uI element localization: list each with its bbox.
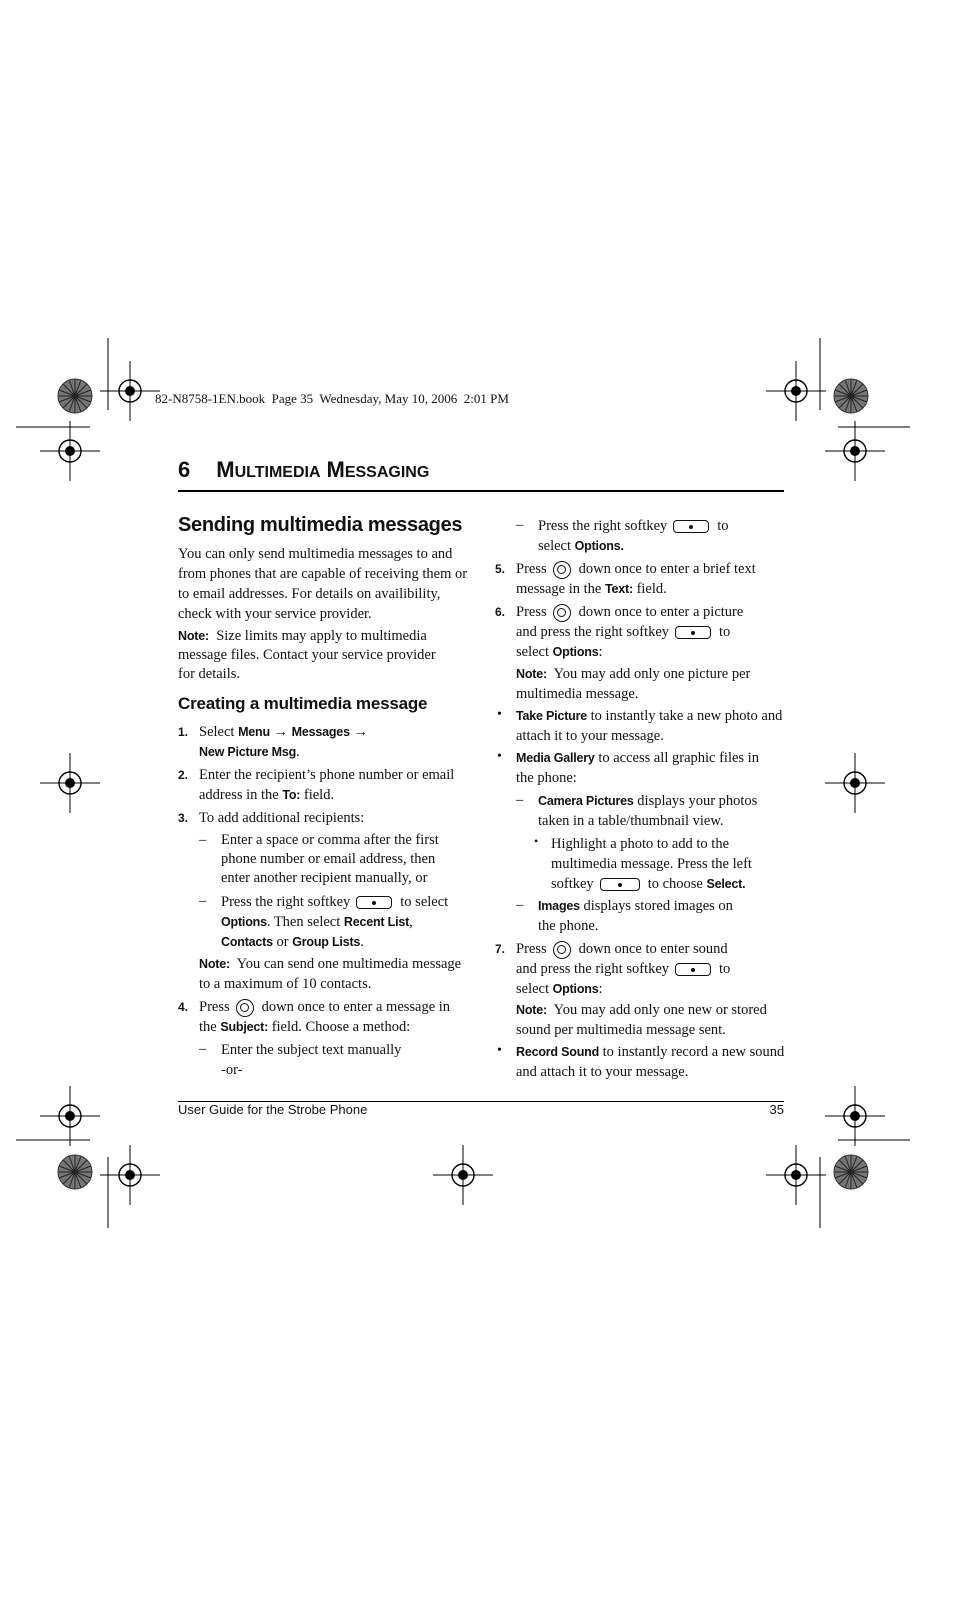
text: select xyxy=(516,981,550,997)
text: field. xyxy=(303,787,335,803)
dash: – xyxy=(516,517,524,533)
menu-name: Media Gallery xyxy=(516,751,595,765)
text: or xyxy=(276,934,289,950)
step-number: 4. xyxy=(178,1000,189,1014)
bullet: • xyxy=(534,834,539,848)
text: Select xyxy=(199,724,235,740)
page-number: 35 xyxy=(769,1102,784,1117)
text: select xyxy=(516,644,550,660)
subsection-heading: Creating a multimedia message xyxy=(178,694,428,713)
chapter-title-part: ULTIMEDIA xyxy=(234,464,321,481)
text-line: taken in a table/thumbnail view. xyxy=(538,813,724,829)
text: to xyxy=(719,961,731,977)
menu-name: Messages xyxy=(291,725,350,739)
step-number: 5. xyxy=(495,562,506,576)
step-3-note xyxy=(199,954,461,994)
text: and press the right softkey xyxy=(516,961,670,977)
menu-name: Options xyxy=(552,645,599,659)
text: to access all graphic files in xyxy=(598,750,759,766)
text: and press the right softkey xyxy=(516,624,670,640)
text-line: enter another recipient manually, or xyxy=(221,870,428,886)
dash: – xyxy=(516,897,524,913)
menu-name: Camera Pictures xyxy=(538,794,634,808)
intro-paragraph xyxy=(178,544,467,624)
option-record-sound xyxy=(516,1042,784,1082)
dash: – xyxy=(199,1041,207,1057)
softkey-icon xyxy=(356,896,392,909)
book-header-line: 82-N8758-1EN.book Page 35 Wednesday, May 10, 2006 2:01 PM xyxy=(155,391,509,406)
text-line: You can only send multimedia messages to and xyxy=(178,546,453,562)
highlight-photo-step xyxy=(551,834,752,894)
menu-name: Menu xyxy=(238,725,270,739)
step-6 xyxy=(516,602,743,662)
dash: – xyxy=(199,832,207,848)
menu-name: Recent List xyxy=(343,915,410,929)
menu-name: Options. xyxy=(574,539,624,553)
step-number: 7. xyxy=(495,942,506,956)
text-line: Enter the subject text manually xyxy=(221,1042,402,1058)
text-line: multimedia message. Press the left xyxy=(551,856,752,872)
text: Press xyxy=(516,604,547,620)
menu-name: Record Sound xyxy=(516,1045,600,1059)
step-4-option-1 xyxy=(221,1040,401,1080)
menu-name: Contacts xyxy=(221,935,273,949)
text: : xyxy=(598,644,603,660)
softkey-icon xyxy=(600,878,640,891)
dash: – xyxy=(199,893,207,909)
arrow: → xyxy=(273,724,289,740)
text: Press the right softkey xyxy=(221,894,351,910)
text-line: Enter the recipient’s phone number or email xyxy=(199,767,455,783)
dash: – xyxy=(516,792,524,808)
section-heading: Sending multimedia messages xyxy=(178,514,463,536)
text: softkey xyxy=(551,876,594,892)
text: address in the xyxy=(199,787,279,803)
text-line: phone number or email address, then xyxy=(221,851,436,867)
text: Press xyxy=(199,999,230,1015)
text-line: to email addresses. For details on availibility, xyxy=(178,586,441,602)
text-line: sound per multimedia message sent. xyxy=(516,1022,726,1038)
text-line: to a maximum of 10 contacts. xyxy=(199,976,372,992)
text: field. Choose a method: xyxy=(271,1019,411,1035)
text-line: the phone: xyxy=(516,770,577,786)
step-4-option-2 xyxy=(538,516,729,556)
text-line: multimedia message. xyxy=(516,686,639,702)
text: to xyxy=(719,624,731,640)
softkey-icon xyxy=(675,963,711,976)
text-line: from phones that are capable of receiving them or xyxy=(178,566,468,582)
chapter-title-part: ESSAGING xyxy=(344,464,430,481)
step-3-option-1 xyxy=(221,831,439,888)
text: down once to enter sound xyxy=(578,941,728,957)
text: down once to enter a picture xyxy=(578,604,744,620)
step-2 xyxy=(199,765,454,805)
menu-name: Group Lists xyxy=(292,935,361,949)
text-line: check with your service provider. xyxy=(178,606,372,622)
option-media-gallery xyxy=(516,748,759,788)
text: . xyxy=(296,744,300,760)
chapter-rule xyxy=(178,490,784,492)
menu-name: New Picture Msg xyxy=(199,745,297,759)
menu-name: Select. xyxy=(706,877,746,891)
step-number: 3. xyxy=(178,811,189,825)
step-number: 1. xyxy=(178,725,189,739)
note-label: Note: xyxy=(199,957,230,971)
text-line: attach it to your message. xyxy=(516,728,664,744)
text: Press the right softkey xyxy=(538,518,668,534)
text: , xyxy=(409,914,413,930)
note xyxy=(178,627,436,684)
text: You may add only one picture per xyxy=(553,666,751,682)
text: field. xyxy=(636,581,667,597)
step-6-note xyxy=(516,664,750,704)
text: Press xyxy=(516,561,547,577)
text: select xyxy=(538,538,572,554)
step-4 xyxy=(199,997,450,1037)
footer-title: User Guide for the Strobe Phone xyxy=(178,1102,368,1117)
option-take-picture xyxy=(516,706,782,746)
text: : xyxy=(598,981,603,997)
arrow: → xyxy=(353,724,368,740)
text: . xyxy=(360,934,364,950)
note-label: Note: xyxy=(178,629,209,643)
text: down once to enter a brief text xyxy=(578,561,756,577)
text: displays stored images on xyxy=(583,898,733,914)
text: You may add only one new or stored xyxy=(553,1002,767,1018)
text: to choose xyxy=(647,876,703,892)
option-camera-pictures xyxy=(538,791,757,831)
navigation-key-icon xyxy=(553,561,571,579)
text-line: Enter a space or comma after the first xyxy=(221,832,439,848)
field-name: Text: xyxy=(605,582,633,596)
navigation-key-icon xyxy=(236,999,254,1017)
text: . Then select xyxy=(266,914,341,930)
softkey-icon xyxy=(675,626,711,639)
text: message in the xyxy=(516,581,602,597)
menu-name: Options xyxy=(221,915,267,929)
text: You can send one multimedia message xyxy=(236,956,462,972)
text-line: message files. Contact your service provider xyxy=(178,647,436,663)
chapter-title-part: M xyxy=(216,457,235,482)
option-images xyxy=(538,896,733,936)
text-line: and attach it to your message. xyxy=(516,1064,689,1080)
note-label: Note: xyxy=(516,667,547,681)
menu-name: Options xyxy=(552,982,599,996)
chapter-title-part: M xyxy=(326,457,345,482)
step-7-note xyxy=(516,1000,767,1040)
text: down once to enter a message in xyxy=(261,999,451,1015)
text-line: -or- xyxy=(221,1062,243,1078)
softkey-icon xyxy=(673,520,709,533)
text-line: Highlight a photo to add to the xyxy=(551,836,730,852)
text: displays your photos xyxy=(637,793,758,809)
bullet: • xyxy=(497,707,502,722)
text: to select xyxy=(400,894,449,910)
text: to instantly take a new photo and xyxy=(590,708,783,724)
menu-name: Images xyxy=(538,899,580,913)
field-name: Subject: xyxy=(220,1020,269,1034)
step-number: 2. xyxy=(178,768,189,782)
text-line: the phone. xyxy=(538,918,599,934)
text-line: for details. xyxy=(178,666,241,682)
step-1 xyxy=(199,722,368,762)
text: to instantly record a new sound xyxy=(602,1044,785,1060)
text: to xyxy=(717,518,729,534)
note-label: Note: xyxy=(516,1003,547,1017)
navigation-key-icon xyxy=(553,604,571,622)
navigation-key-icon xyxy=(553,941,571,959)
menu-name: Take Picture xyxy=(516,709,588,723)
field-name: To: xyxy=(282,788,301,802)
text: Press xyxy=(516,941,547,957)
bullet: • xyxy=(497,749,502,764)
step-3: To add additional recipients: xyxy=(199,810,365,826)
step-5 xyxy=(516,559,756,599)
bullet: • xyxy=(497,1043,502,1058)
step-7 xyxy=(516,939,730,999)
step-number: 6. xyxy=(495,605,506,619)
chapter-title xyxy=(178,457,429,483)
text-line: Size limits may apply to multimedia xyxy=(216,628,427,644)
chapter-number: 6 xyxy=(178,457,191,482)
step-3-option-2 xyxy=(221,892,448,952)
text: the xyxy=(199,1019,217,1035)
